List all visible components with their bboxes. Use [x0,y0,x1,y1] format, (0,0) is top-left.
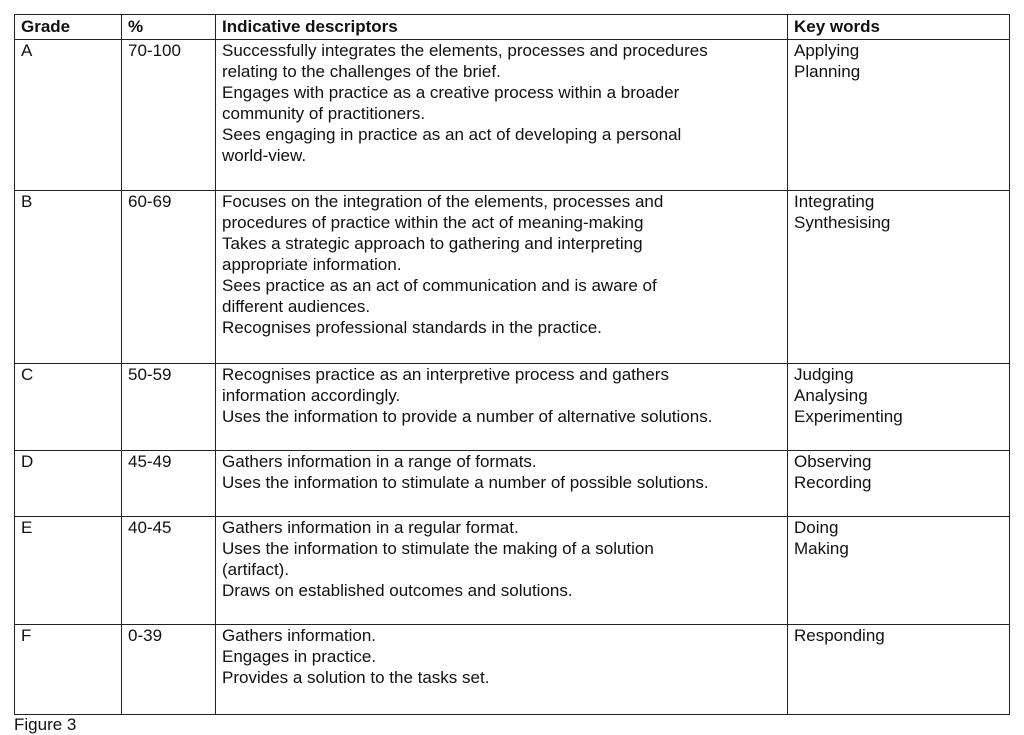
table-row [15,625,1010,715]
descriptor-line: relating to the challenges of the brief. [222,62,501,81]
descriptor-line: Uses the information to provide a number of alternative solutions. [222,407,713,426]
descriptors-cell [216,364,788,451]
descriptor-line: different audiences. [222,297,371,316]
keyword: Recording [794,473,872,492]
grade-cell: B [15,191,122,364]
descriptors-cell [216,517,788,625]
grade-cell: D [15,451,122,517]
table-row [15,451,1010,517]
descriptor-line: Gathers information. [222,626,377,645]
descriptor-line: Sees practice as an act of communication and is aware of [222,276,657,295]
keyword: Judging [794,365,854,384]
keywords-cell [788,625,1010,715]
table-row [15,40,1010,191]
descriptors-cell [216,40,788,191]
descriptor-line: Provides a solution to the tasks set. [222,668,490,687]
descriptor-line: community of practitioners. [222,104,426,123]
keywords-cell [788,451,1010,517]
keyword: Integrating [794,192,875,211]
descriptor-line: (artifact). [222,560,290,579]
descriptor-line: world-view. [222,146,307,165]
keyword: Experimenting [794,407,903,426]
descriptor-line: Draws on established outcomes and solutions. [222,581,573,600]
grade-cell: E [15,517,122,625]
keywords-cell [788,364,1010,451]
keywords-cell [788,517,1010,625]
keywords-cell [788,40,1010,191]
table-row [15,517,1010,625]
keyword: Making [794,539,849,558]
header-descriptors: Indicative descriptors [216,15,788,40]
header-grade: Grade [15,15,122,40]
keyword: Analysing [794,386,868,405]
keyword: Observing [794,452,872,471]
grade-cell: C [15,364,122,451]
descriptor-line: Engages in practice. [222,647,377,666]
keyword: Synthesising [794,213,891,232]
descriptors-cell [216,625,788,715]
percent-cell: 40-45 [122,517,216,625]
descriptor-line: procedures of practice within the act of meaning-making [222,213,644,232]
keyword: Responding [794,626,885,645]
percent-cell: 0-39 [122,625,216,715]
descriptors-cell [216,191,788,364]
table-row [15,191,1010,364]
descriptor-line: Uses the information to stimulate a number of possible solutions. [222,473,709,492]
keyword: Planning [794,62,861,81]
descriptor-line: Recognises practice as an interpretive process and gathers [222,365,669,384]
header-row [15,15,1010,40]
keyword: Doing [794,518,839,537]
descriptor-line: Uses the information to stimulate the making of a solution [222,539,654,558]
descriptor-line: Gathers information in a regular format. [222,518,519,537]
descriptor-line: Gathers information in a range of formats. [222,452,537,471]
grade-cell: A [15,40,122,191]
descriptor-line: Successfully integrates the elements, processes and procedures [222,41,708,60]
percent-cell: 70-100 [122,40,216,191]
descriptors-cell [216,451,788,517]
percent-cell: 50-59 [122,364,216,451]
header-percent: % [122,15,216,40]
percent-cell: 45-49 [122,451,216,517]
header-keywords: Key words [788,15,1010,40]
figure-caption: Figure 3 [14,715,77,734]
descriptor-line: Focuses on the integration of the elements, processes and [222,192,664,211]
descriptor-line: appropriate information. [222,255,402,274]
descriptor-line: Engages with practice as a creative process within a broader [222,83,680,102]
descriptor-line: Takes a strategic approach to gathering and interpreting [222,234,643,253]
percent-cell: 60-69 [122,191,216,364]
grading-table [14,14,1010,715]
keywords-cell [788,191,1010,364]
descriptor-line: Recognises professional standards in the practice. [222,318,602,337]
descriptor-line: Sees engaging in practice as an act of developing a personal [222,125,682,144]
grade-cell: F [15,625,122,715]
table-row [15,364,1010,451]
descriptor-line: information accordingly. [222,386,401,405]
keyword: Applying [794,41,860,60]
